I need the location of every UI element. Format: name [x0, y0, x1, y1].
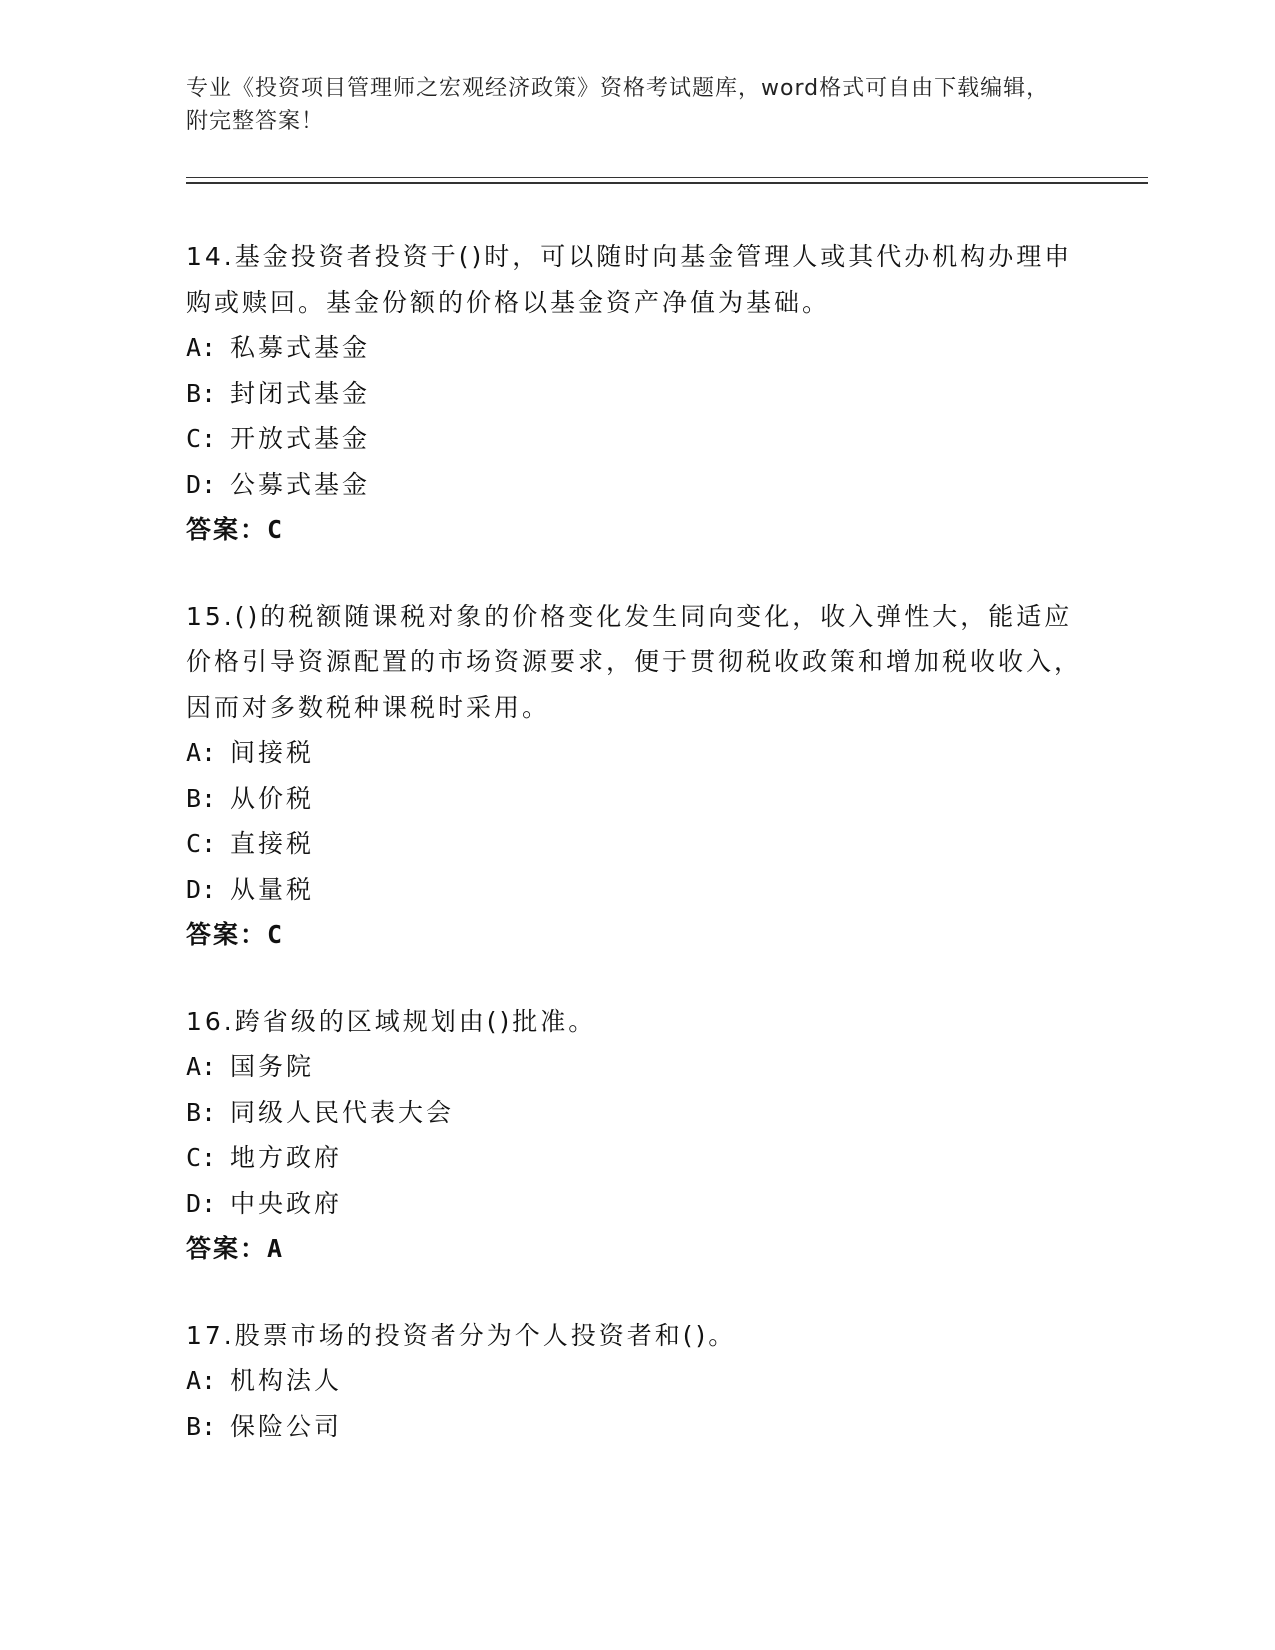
- answer-line: [186, 507, 1086, 553]
- option-b: [186, 1404, 1086, 1450]
- answer-value: C: [267, 515, 285, 544]
- option-letter: C:: [186, 829, 217, 858]
- option-text: 直接税: [230, 829, 315, 858]
- header-rule-thin: [186, 177, 1148, 178]
- answer-label: 答案：: [186, 515, 268, 544]
- question-list: [186, 234, 1086, 1490]
- option-text: 从价税: [230, 783, 315, 813]
- option-a: [186, 1358, 1086, 1404]
- option-letter: A:: [186, 333, 217, 362]
- option-letter: D:: [186, 1188, 217, 1218]
- answer-line: [186, 912, 1086, 958]
- question-14: [186, 234, 1086, 553]
- option-text: 地方政府: [230, 1143, 343, 1172]
- option-text: 同级人民代表大会: [230, 1097, 455, 1127]
- option-text: 封闭式基金: [230, 378, 371, 408]
- option-letter: A:: [186, 738, 217, 767]
- option-letter: B:: [186, 1097, 217, 1127]
- option-text: 间接税: [230, 738, 315, 767]
- option-text: 从量税: [230, 874, 315, 904]
- answer-line: [186, 1226, 1086, 1272]
- option-c: [186, 1135, 1086, 1181]
- question-text: 17.股票市场的投资者分为个人投资者和()。: [186, 1320, 737, 1350]
- option-letter: B:: [186, 783, 217, 813]
- option-text: 开放式基金: [230, 424, 371, 453]
- option-letter: C:: [186, 1143, 217, 1172]
- answer-value: A: [267, 1234, 285, 1263]
- option-text: 机构法人: [230, 1366, 343, 1395]
- option-c: [186, 821, 1086, 867]
- option-c: [186, 416, 1086, 462]
- answer-value: C: [267, 920, 285, 949]
- option-d: [186, 1181, 1086, 1227]
- option-text: 国务院: [230, 1052, 315, 1081]
- option-letter: D:: [186, 469, 217, 499]
- option-text: 中央政府: [230, 1188, 343, 1218]
- option-letter: C:: [186, 424, 217, 453]
- question-17: [186, 1313, 1086, 1450]
- option-letter: D:: [186, 874, 217, 904]
- question-text: 15.()的税额随课税对象的价格变化发生同向变化，收入弹性大，能适应价格引导资源配置的市场资源要求，便于贯彻税收政策和增加税收收入，因而对多数税种课税时采用。: [186, 601, 1083, 722]
- question-16: [186, 999, 1086, 1272]
- header-rule-thick: [186, 182, 1148, 184]
- option-text: 公募式基金: [230, 469, 371, 499]
- option-letter: A:: [186, 1366, 217, 1395]
- answer-label: 答案：: [186, 1234, 268, 1263]
- option-a: [186, 1044, 1086, 1090]
- option-b: [186, 371, 1086, 417]
- option-b: [186, 1090, 1086, 1136]
- option-b: [186, 776, 1086, 822]
- option-text: 保险公司: [230, 1411, 343, 1441]
- option-letter: B:: [186, 1411, 217, 1441]
- option-a: [186, 325, 1086, 371]
- question-text: 14.基金投资者投资于()时，可以随时向基金管理人或其代办机构办理申购或赎回。基金份额的价格以基金资产净值为基础。: [186, 242, 1073, 317]
- question-text: 16.跨省级的区域规划由()批准。: [186, 1006, 597, 1036]
- option-text: 私募式基金: [230, 333, 371, 362]
- option-d: [186, 867, 1086, 913]
- question-15: [186, 594, 1086, 958]
- option-d: [186, 462, 1086, 508]
- answer-label: 答案：: [186, 920, 268, 949]
- option-letter: A:: [186, 1052, 217, 1081]
- option-letter: B:: [186, 378, 217, 408]
- document-header: 专业《投资项目管理师之宏观经济政策》资格考试题库，word格式可自由下载编辑，附完整答案！: [186, 76, 1050, 134]
- option-a: [186, 730, 1086, 776]
